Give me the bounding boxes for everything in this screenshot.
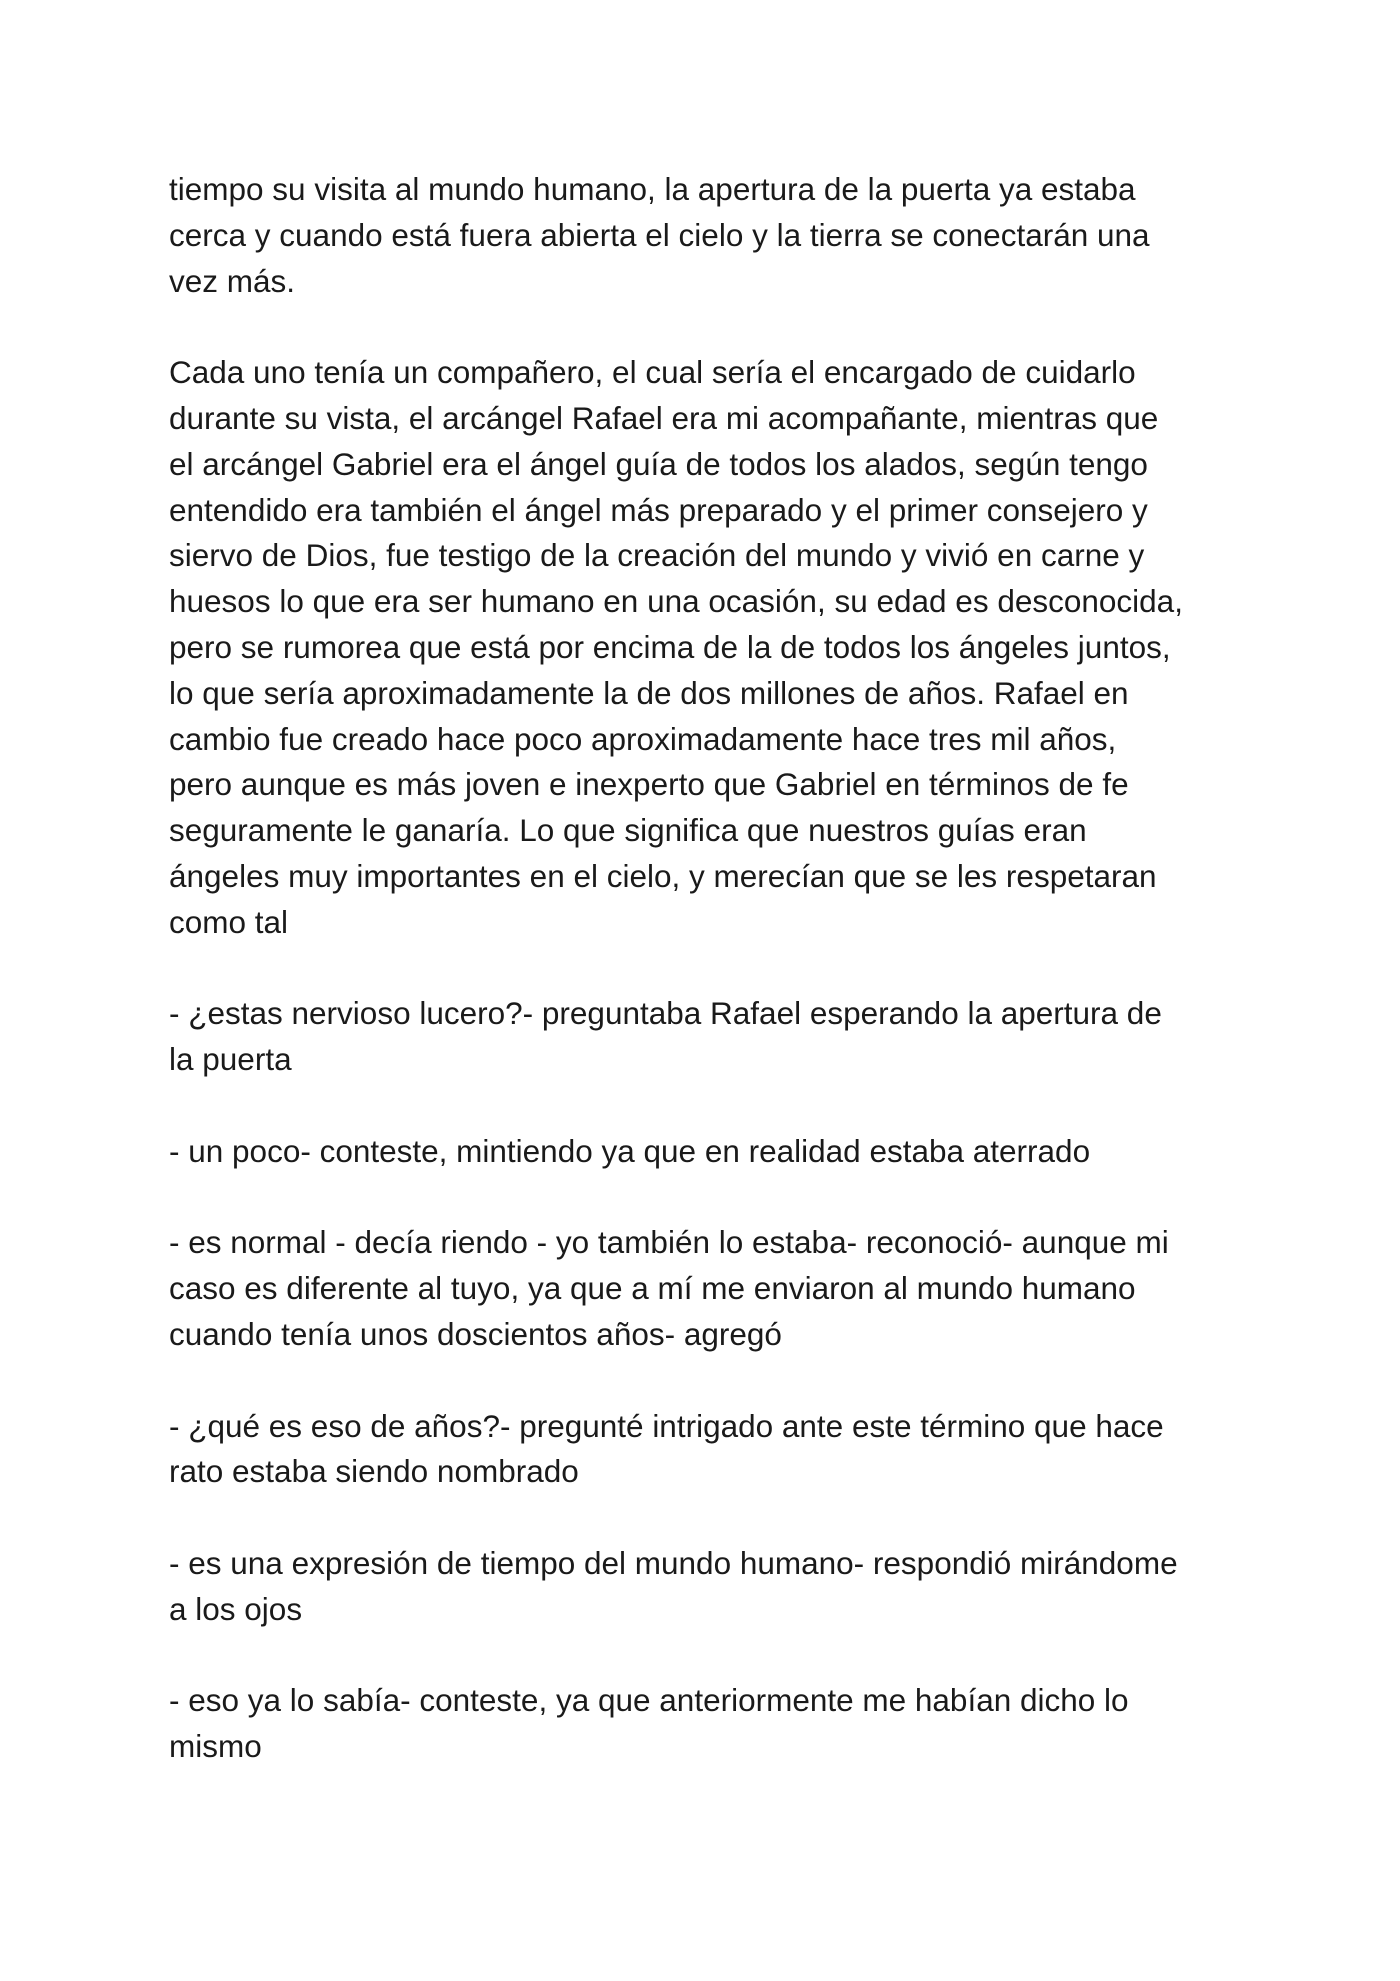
document-body <box>169 167 1239 1816</box>
text-line: durante su vista, el arcángel Rafael era mi acompañante, mientras que <box>169 399 1159 436</box>
text-line: tiempo su visita al mundo humano, la apertura de la puerta ya estaba <box>169 171 1136 207</box>
text-line: pero aunque es más joven e inexperto que Gabriel en términos de fe <box>169 766 1129 803</box>
dialogue-paragraph-5 <box>169 1541 1239 1633</box>
text-line: huesos lo que era ser humano en una ocasión, su edad es desconocida, <box>169 583 1183 620</box>
paragraph-1 <box>169 167 1239 304</box>
text-line: - es una expresión de tiempo del mundo humano- respondió mirándome <box>169 1544 1178 1581</box>
dialogue-paragraph-4 <box>169 1404 1239 1496</box>
text-line: la puerta <box>169 1041 292 1078</box>
text-line: cerca y cuando está fuera abierta el cielo y la tierra se conectarán una <box>169 216 1150 253</box>
text-line: Cada uno tenía un compañero, el cual sería el encargado de cuidarlo <box>169 354 1136 391</box>
text-line: pero se rumorea que está por encima de la de todos los ángeles juntos, <box>169 628 1171 665</box>
dialogue-paragraph-6 <box>169 1678 1239 1770</box>
text-line: mismo <box>169 1728 262 1765</box>
text-line: rato estaba siendo nombrado <box>169 1453 579 1490</box>
text-line: el arcángel Gabriel era el ángel guía de todos los alados, según tengo <box>169 445 1148 482</box>
text-line: - ¿estas nervioso lucero?- preguntaba Rafael esperando la apertura de <box>169 995 1162 1032</box>
text-line: ángeles muy importantes en el cielo, y merecían que se les respetaran <box>169 857 1157 894</box>
dialogue-paragraph-2 <box>169 1129 1239 1175</box>
text-line: seguramente le ganaría. Lo que significa que nuestros guías eran <box>169 812 1087 849</box>
text-line: lo que sería aproximadamente la de dos millones de años. Rafael en <box>169 674 1129 711</box>
paragraph-2 <box>169 350 1239 945</box>
text-line: cuando tenía unos doscientos años- agregó <box>169 1315 782 1352</box>
dialogue-paragraph-3 <box>169 1220 1239 1357</box>
text-line: como tal <box>169 903 289 940</box>
text-line: siervo de Dios, fue testigo de la creación del mundo y vivió en carne y <box>169 537 1145 574</box>
text-line: cambio fue creado hace poco aproximadamente hace tres mil años, <box>169 720 1117 757</box>
text-line: entendido era también el ángel más preparado y el primer consejero y <box>169 491 1148 528</box>
dialogue-paragraph-1 <box>169 991 1239 1083</box>
text-line: - un poco- conteste, mintiendo ya que en realidad estaba aterrado <box>169 1132 1091 1169</box>
text-line: vez más. <box>169 262 296 299</box>
text-line: caso es diferente al tuyo, ya que a mí me enviaron al mundo humano <box>169 1270 1136 1307</box>
text-line: - es normal - decía riendo - yo también lo estaba- reconoció- aunque mi <box>169 1224 1169 1261</box>
text-line: a los ojos <box>169 1590 303 1627</box>
text-line: - ¿qué es eso de años?- pregunté intrigado ante este término que hace <box>169 1407 1164 1444</box>
text-line: - eso ya lo sabía- conteste, ya que anteriormente me habían dicho lo <box>169 1682 1129 1719</box>
